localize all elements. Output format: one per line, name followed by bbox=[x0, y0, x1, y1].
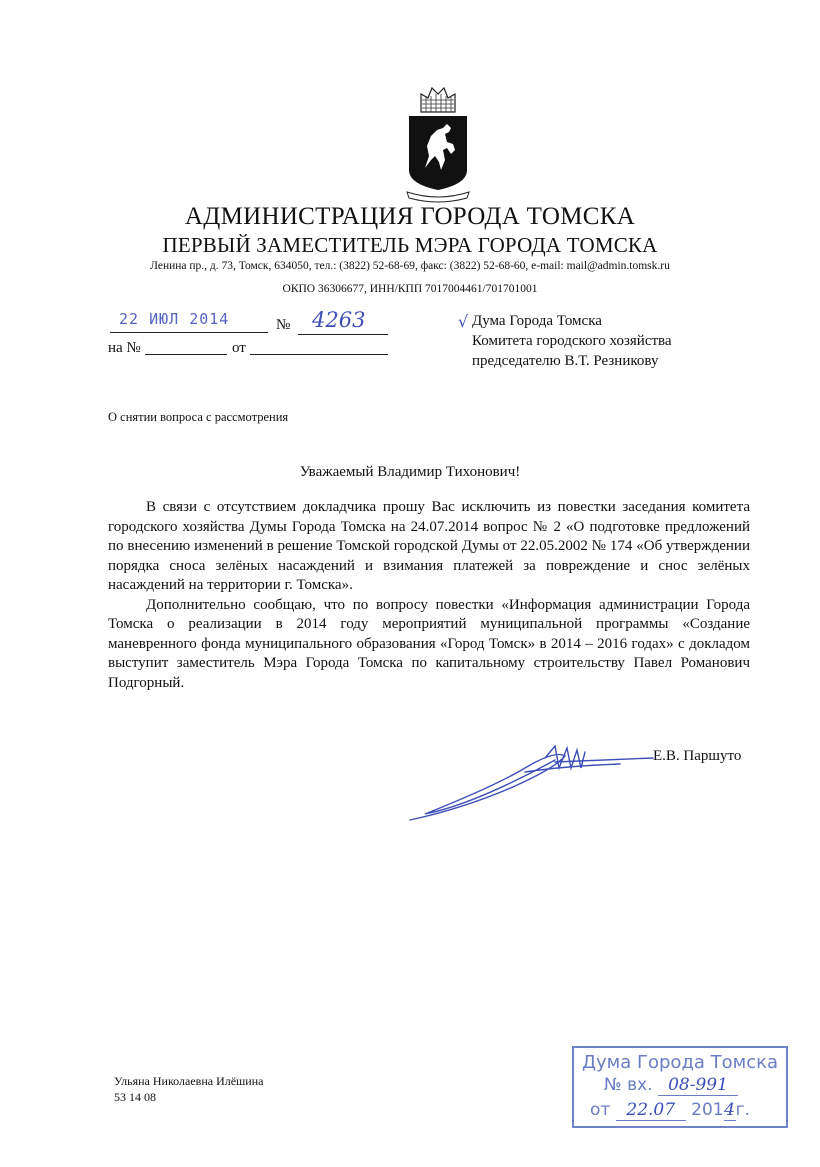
handwritten-signature-icon bbox=[405, 738, 655, 828]
reference-date-line bbox=[250, 354, 388, 355]
letter-body bbox=[108, 498, 750, 693]
org-title: АДМИНИСТРАЦИЯ ГОРОДА ТОМСКА bbox=[184, 203, 636, 230]
stamp-year-digit: 4 bbox=[724, 1100, 735, 1120]
body-paragraph-2: Дополнительно сообщаю, что по вопросу повестки «Информация администрации Города Томска о реализации в 2014 году мероприятий муниципальной программы «Создание маневренного фонда муниципального образования «Город Томск» в 2014 – 2016 годах» с докладом выступит заместитель Мэра Города Томска по капитальному строительству Павел Романович Подгорный. bbox=[108, 596, 750, 691]
outgoing-date-stamp: 22 ИЮЛ 2014 bbox=[119, 310, 230, 328]
number-label: № bbox=[276, 317, 291, 333]
recipient-block bbox=[472, 311, 672, 371]
date-line bbox=[110, 332, 268, 333]
stamp-year-prefix: 201 bbox=[691, 1100, 724, 1120]
outgoing-number-handwritten: 4263 bbox=[312, 308, 366, 332]
reference-date-label: от bbox=[232, 340, 246, 356]
stamp-date-row bbox=[590, 1100, 750, 1121]
stamp-date-label: от bbox=[590, 1100, 611, 1120]
position-title: ПЕРВЫЙ ЗАМЕСТИТЕЛЬ МЭРА ГОРОДА ТОМСКА bbox=[162, 233, 658, 257]
executor-name: Ульяна Николаевна Илёшина bbox=[114, 1074, 264, 1088]
stamp-number-label: № вх. bbox=[604, 1075, 653, 1095]
registration-codes: ОКПО 36306677, ИНН/КПП 7017004461/701701001 bbox=[282, 283, 538, 295]
recipient-line-1: Дума Города Томска bbox=[472, 313, 602, 329]
incoming-registration-stamp bbox=[572, 1046, 788, 1128]
signer-name: Е.В. Паршуто bbox=[653, 748, 742, 764]
body-paragraph-1: В связи с отсутствием докладчика прошу Вас исключить из повестки заседания комитета городского хозяйства Думы Города Томска на 24.07.2014 вопрос № 2 «О подготовке предложений по внесению изменений в решение Томской городской Думы от 22.05.2002 № 174 «Об утверждении порядка сноса зелёных насаждений и взимания платежей за повреждение и снос зелёных насаждений на территории г. Томска». bbox=[108, 499, 750, 593]
executor-phone: 53 14 08 bbox=[114, 1090, 156, 1104]
stamp-year-suffix: г. bbox=[735, 1100, 750, 1120]
stamp-date-value: 22.07 bbox=[616, 1100, 686, 1121]
recipient-line-2: Комитета городского хозяйства bbox=[472, 333, 672, 349]
executor-block bbox=[114, 1073, 263, 1105]
contact-address: Ленина пр., д. 73, Томск, 634050, тел.: (3822) 52-68-69, факс: (3822) 52-68-60, e-mail: mail@admin.tomsk.ru bbox=[150, 260, 670, 272]
tomsk-coat-of-arms-icon bbox=[401, 84, 475, 206]
stamp-number-value: 08-991 bbox=[658, 1075, 738, 1096]
reference-label: на № bbox=[108, 340, 141, 356]
check-mark-icon: √ bbox=[458, 312, 469, 331]
greeting: Уважаемый Владимир Тихонович! bbox=[299, 464, 521, 480]
stamp-number-row bbox=[604, 1075, 738, 1096]
number-line bbox=[298, 334, 388, 335]
letter-subject: О снятии вопроса с рассмотрения bbox=[108, 410, 289, 424]
reference-number-line bbox=[145, 354, 227, 355]
recipient-line-3: председателю В.Т. Резникову bbox=[472, 353, 659, 369]
stamp-org: Дума Города Томска bbox=[581, 1052, 779, 1073]
